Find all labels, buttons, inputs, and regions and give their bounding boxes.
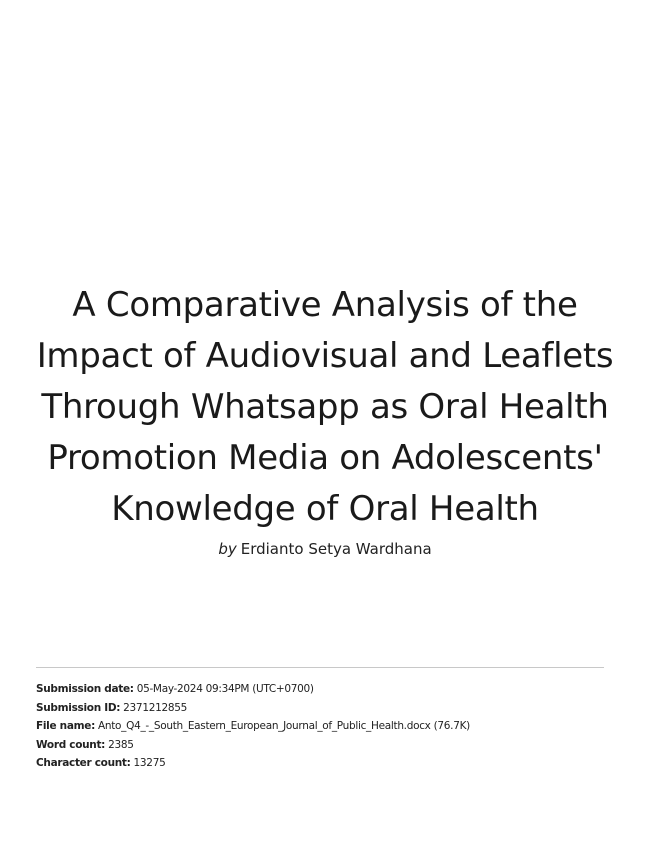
word-count-value: 2385 <box>108 738 134 751</box>
divider <box>36 667 604 668</box>
word-count-row <box>36 736 470 755</box>
submission-date-row <box>36 680 470 699</box>
character-count-value: 13275 <box>133 757 166 769</box>
submission-date-value: 05-May-2024 09:34PM (UTC+0700) <box>136 683 314 695</box>
byline-prefix: by <box>218 540 237 558</box>
author-name: Erdianto Setya Wardhana <box>240 540 432 558</box>
submission-date-label: Submission date: <box>36 683 134 695</box>
submission-details <box>36 680 470 773</box>
submission-id-row <box>36 699 470 718</box>
submission-id-label: Submission ID: <box>36 701 121 714</box>
file-name-row <box>36 717 470 736</box>
document-title: A Comparative Analysis of the Impact of Audiovisual and Leaflets Through Whatsapp as Oral Health Promotion Media on Adolescents' Knowledge of Oral Health <box>36 285 614 529</box>
file-name-label: File name: <box>36 720 95 732</box>
word-count-label: Word count: <box>36 738 106 751</box>
title-block <box>30 280 620 559</box>
file-name-value: Anto_Q4_-_South_Eastern_European_Journal_of_Public_Health.docx (76.7K) <box>97 720 470 732</box>
character-count-row <box>36 754 470 773</box>
byline <box>30 539 620 559</box>
submission-id-value: 2371212855 <box>123 701 187 714</box>
character-count-label: Character count: <box>36 757 131 769</box>
